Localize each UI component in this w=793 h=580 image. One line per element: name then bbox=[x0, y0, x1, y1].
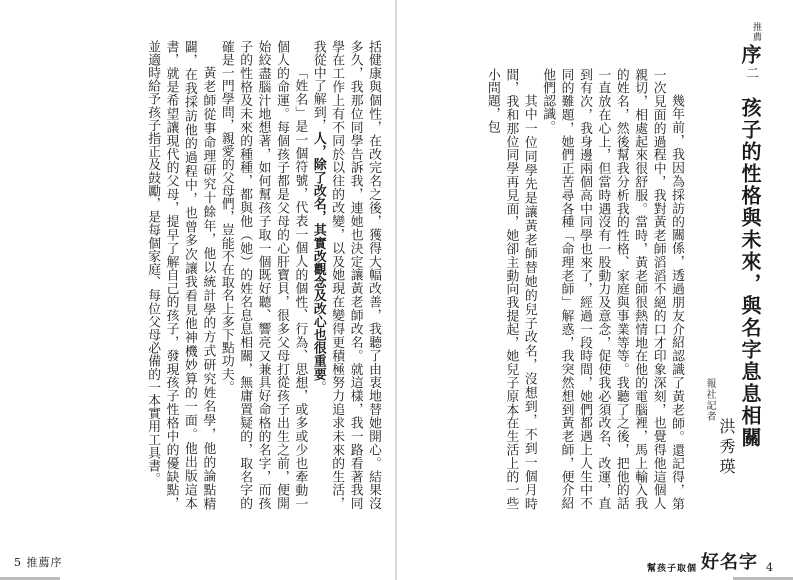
left-page bbox=[0, 0, 396, 580]
left-paragraph bbox=[308, 40, 382, 510]
title-text: 孩子的性格與未來，與名字息息相關 bbox=[738, 97, 762, 449]
left-body-text bbox=[27, 40, 382, 510]
left-paragraph bbox=[216, 40, 308, 510]
left-page-number: 5 bbox=[14, 556, 22, 569]
left-text-run: 。 bbox=[310, 380, 326, 394]
right-paragraph bbox=[483, 68, 538, 510]
left-footer bbox=[14, 554, 63, 570]
left-footer-section: 推薦序 bbox=[26, 556, 63, 569]
title-seq: 序 bbox=[738, 44, 762, 66]
title-seq-num: 二 bbox=[743, 66, 758, 79]
right-footer bbox=[647, 548, 773, 574]
left-emphasis-text: 人，除了改名，其實改觀念及改心也很重要 bbox=[310, 131, 326, 381]
chapter-title bbox=[736, 44, 765, 449]
footer-book-prefix: 幫孩子取個 bbox=[646, 564, 697, 574]
right-body-text bbox=[420, 68, 685, 510]
left-text-run: 括健康與個性，在改完名之後，獲得大幅改善，我聽了由衷地替她開心。結果沒多久，我那位同學告訴我，連她也決定讓黃老師改名。就這樣，我一路看著我同學在工作上有不同於以往的改變，以及她現在變得更積極努力追求未來的生活，我從中了解到， bbox=[310, 40, 381, 510]
left-text-run: 「姓名」是一個符號，代表一個人的個性、行為、思想，或多或少也牽動一個人的命運。每個孩子都是父母的心肝寶貝，很多父母打從孩子出生之前，便開始絞盡腦汁地想著，如何幫孩子取一個既好聽、響亮又兼具好命格的名字，而孩子的性格及未來的種種，都與他（她）的姓名息息相關，無庸置疑的，取名字的確是一門學問，親愛的父母們，豈能不在取名上多下點功夫。 bbox=[218, 40, 308, 510]
right-page-number: 4 bbox=[766, 561, 773, 574]
byline-name: 洪秀瑛 bbox=[717, 418, 736, 478]
left-paragraph bbox=[143, 40, 217, 510]
right-text-run: 其中一位同學先是讓黃老師替她的兒子改名，沒想到，不到一個月時間，我和那位同學再見面，她卻主動向我提起，她兒子原本在生活上的一些小問題，包 bbox=[484, 68, 537, 510]
footer-book-title: 好名字 bbox=[701, 552, 758, 573]
left-text-run: 黃老師從事命理研究十餘年，他以統計學的方式研究姓名學，他的論點精闢，在我採訪他的過程中，也曾多次讓我看見他神機妙算的一面。他出版這本書，就是希望讓現代的父母，提早了解自己的孩子，發現孩子性格中的優缺點，並適時給予孩子指正及鼓勵，是每個家庭、每位父母必備的一本實用工具書。 bbox=[145, 40, 216, 510]
byline-role: 報社記者 bbox=[704, 378, 715, 422]
right-paragraph bbox=[538, 68, 685, 510]
right-page bbox=[397, 0, 793, 580]
section-label: 推薦 bbox=[751, 22, 761, 42]
right-text-run: 幾年前，我因為採訪的關係，透過朋友介紹認識了黃老師。還記得，第一次見面的過程中，我對黃老師滔滔不絕的口才印象深刻，也覺得他這個人親切，相處起來很舒服。當時，黃老師很熱情地在他的電腦裡，馬上輸入我的姓名，然後幫我分析我的性格、家庭與事業等等。我聽了之後，把他的話一直放在心上，但當時遇沒有一股動力及意念，促使我必須改名、改運，直到有次，我身邊兩個高中同學也來了，經過一段時間，她們都遇上人生中不同的難題，她們正苦尋各種「命理老師」解惑，我突然想到黃老師，便介紹他們認識。 bbox=[540, 68, 684, 510]
